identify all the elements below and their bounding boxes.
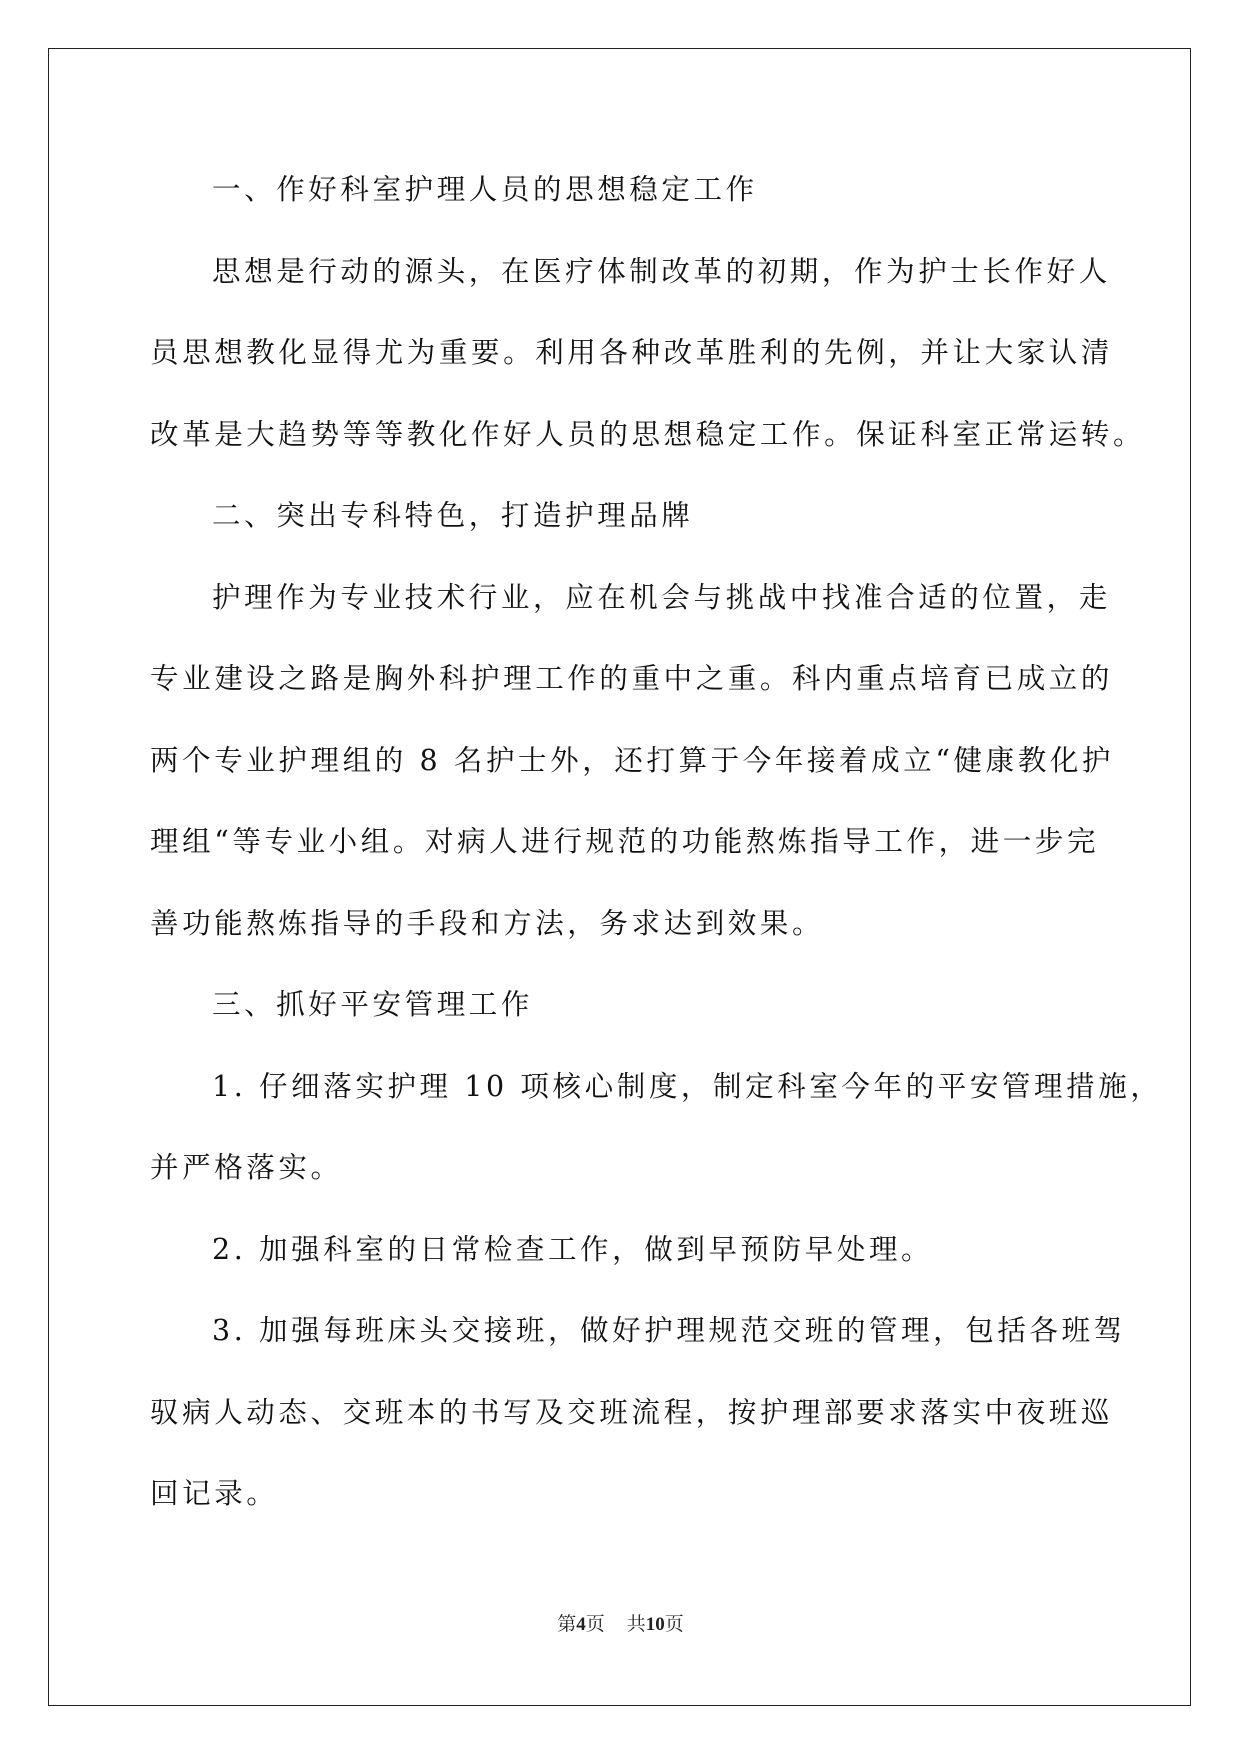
total-pages: 10 (645, 1614, 665, 1635)
list-item-3-continuation: 回记录。 (150, 1477, 279, 1510)
paragraph-line: 思想是行动的源头，在医疗体制改革的初期，作为护士长作好人 (212, 254, 1111, 288)
paragraph-line: 理组“等专业小组。对病人进行规范的功能熬炼指导工作，进一步完 (150, 825, 1100, 858)
list-item-1: 1. 仔细落实护理 10 项核心制度，制定科室今年的平安管理措施， (212, 1069, 1163, 1103)
page-suffix: 页 (585, 1614, 605, 1635)
heading-section-2: 二、突出专科特色，打造护理品牌 (212, 499, 694, 532)
document-body (150, 162, 1163, 1548)
list-item-1-continuation: 并严格落实。 (150, 1151, 343, 1184)
heading-section-1: 一、作好科室护理人员的思想稳定工作 (212, 173, 758, 206)
page-footer (0, 1609, 1241, 1636)
paragraph-line: 专业建设之路是胸外科护理工作的重中之重。科内重点培育已成立的 (150, 662, 1114, 695)
page-number: 4 (576, 1614, 586, 1635)
list-item-2: 2. 加强科室的日常检查工作，做到早预防早处理。 (212, 1232, 934, 1266)
heading-section-3: 三、抓好平安管理工作 (212, 988, 534, 1021)
paragraph-line: 护理作为专业技术行业，应在机会与挑战中找准合适的位置，走 (212, 580, 1111, 614)
total-prefix: 共 (626, 1614, 646, 1635)
paragraph-line: 善功能熬炼指导的手段和方法，务求达到效果。 (150, 906, 825, 940)
paragraph-line: 改革是大趋势等等教化作好人员的思想稳定工作。保证科室正常运转。 (150, 417, 1146, 451)
paragraph-line: 两个专业护理组的 8 名护士外，还打算于今年接着成立“健康教化护 (150, 743, 1115, 777)
list-item-3: 3. 加强每班床头交接班，做好护理规范交班的管理，包括各班驾 (212, 1314, 1126, 1347)
paragraph-line: 员思想教化显得尤为重要。利用各种改革胜利的先例，并让大家认清 (150, 336, 1114, 369)
list-item-3-continuation: 驭病人动态、交班本的书写及交班流程，按护理部要求落实中夜班巡 (150, 1395, 1114, 1429)
page-prefix: 第 (557, 1614, 577, 1635)
total-suffix: 页 (664, 1614, 684, 1635)
